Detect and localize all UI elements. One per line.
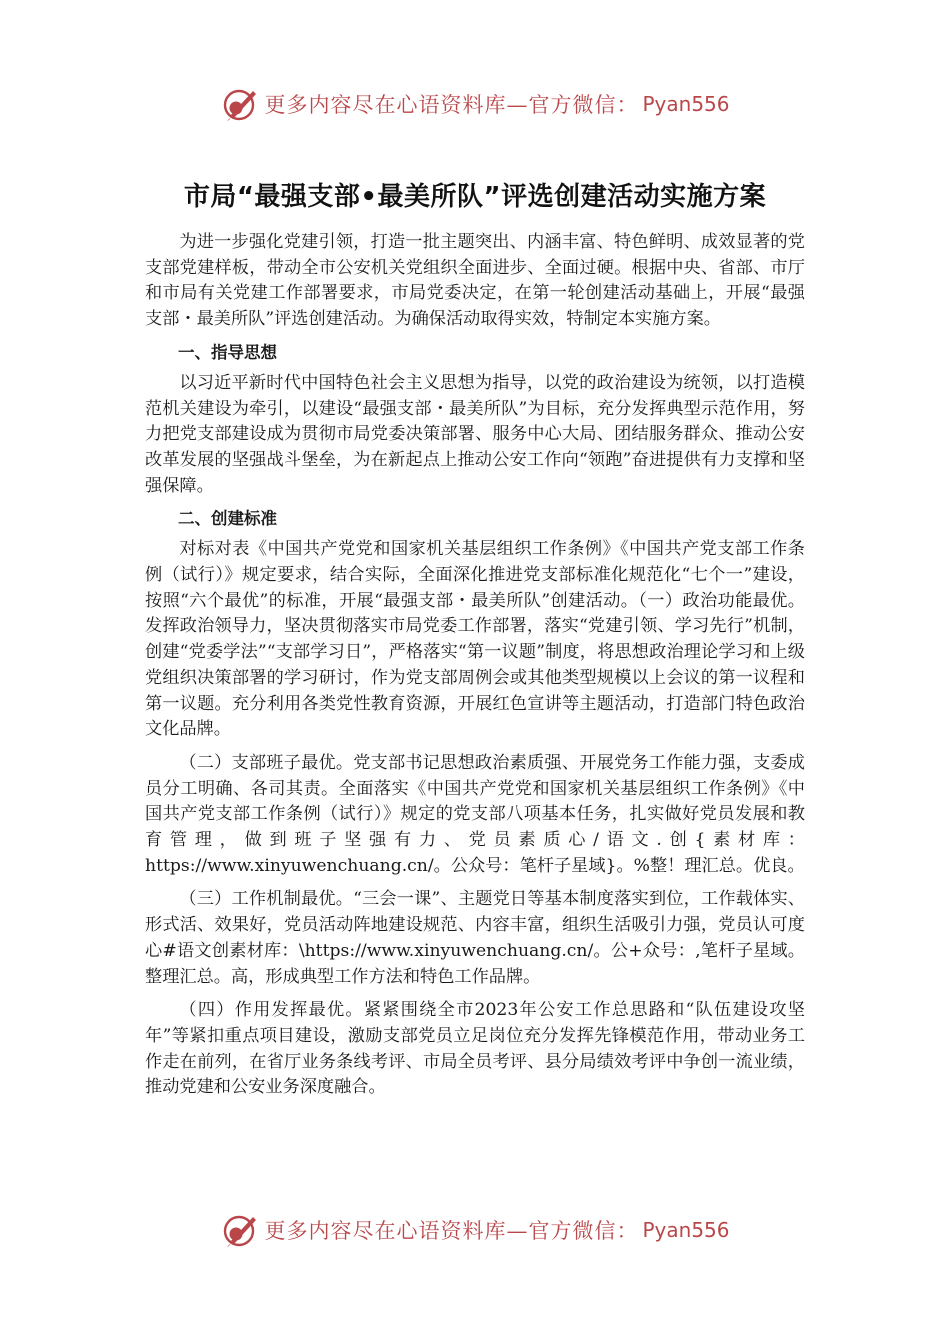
section-heading-guiding-ideology: 一、指导思想 [178, 342, 277, 362]
standards-paragraph: 对标对表《中国共产党党和国家机关基层组织工作条例》《中国共产党支部工作条例（试行）》规定要求，结合实际，全面深化推进党支部标准化规范化“七个一”建设，按照“六个最优”的标准，开展“最强支部・最美所队”创建活动。（一）政治功能最优。发挥政治领导力，坚决贯彻落实市局党委工作部署，落实“党建引领、学习先行”机制，创建“党委学法”“支部学习日”，严格落实“第一议题”制度，将思想政治理论学习和上级党组织决策部署的学习研讨，作为党支部周例会或其他类型规模以上会议的第一议程和第一议题。充分利用各类党性教育资源，开展红色宣讲等主题活动，打造部门特色政治文化品牌。 [145, 539, 805, 740]
banner-wechat-id: Pyan556 [642, 92, 730, 116]
intro-paragraph: 为进一步强化党建引领，打造一批主题突出、内涵丰富、特色鲜明、成效显著的党支部党建样板，带动全市公安机关党组织全面进步、全面过硬。根据中央、省部、市厅和市局有关党建工作部署要求，市局党委决定，在第一轮创建活动基础上，开展“最强支部・最美所队”评选创建活动。为确保活动取得实效，特制定本实施方案。 [145, 232, 805, 330]
standard-item-2: （二）支部班子最优。党支部书记思想政治素质强、开展党务工作能力强，支委成员分工明确、各司其责。全面落实《中国共产党党和国家机关基层组织工作条例》《中国共产党支部工作条例（试行）》规定的党支部八项基本任务，扎实做好党员发展和教育管理，做到班子坚强有力、党员素质心/语文.创{素材库：https://www.xinyuwenchuang.cn/。公众号：笔杆子星域}。%整！理汇总。优良。 [145, 752, 805, 876]
pen-logo-icon [220, 84, 260, 124]
footer-banner [0, 1208, 950, 1252]
section-heading-standards: 二、创建标准 [178, 509, 277, 529]
banner-wechat-id: Pyan556 [642, 1218, 730, 1242]
standard-item-3: （三）工作机制最优。“三会一课”、主题党日等基本制度落实到位，工作载体实、形式活、效果好，党员活动阵地建设规范、内容丰富，组织生活吸引力强，党员认可度心#语文创素材库：\https://www.xinyuwenchuang.cn/。公+众号：,笔杆子星域。整理汇总。高，形成典型工作方法和特色工作品牌。 [145, 889, 805, 987]
banner-text: 更多内容尽在心语资料库—官方微信： [264, 93, 639, 117]
document-title: 市局“最强支部•最美所队”评选创建活动实施方案 [183, 182, 767, 212]
guiding-ideology-paragraph: 以习近平新时代中国特色社会主义思想为指导，以党的政治建设为统领，以打造模范机关建设为牵引，以建设“最强支部・最美所队”为目标，充分发挥典型示范作用，努力把党支部建设成为贯彻市局党委决策部署、服务中心大局、团结服务群众、推动公安改革发展的坚强战斗堡垒，为在新起点上推动公安工作向“领跑”奋进提供有力支撑和坚强保障。 [145, 372, 805, 496]
standard-item-4: （四）作用发挥最优。紧紧围绕全市2023年公安工作总思路和“队伍建设攻坚年”等紧扣重点项目建设，激励支部党员立足岗位充分发挥先锋模范作用，带动业务工作走在前列，在省厅业务条线考评、市局全员考评、县分局绩效考评中争创一流业绩，推动党建和公安业务深度融合。 [145, 1000, 805, 1098]
document-body [145, 230, 805, 1101]
banner-text: 更多内容尽在心语资料库—官方微信： [264, 1219, 639, 1243]
pen-logo-icon [220, 1210, 260, 1250]
header-banner [0, 82, 950, 126]
